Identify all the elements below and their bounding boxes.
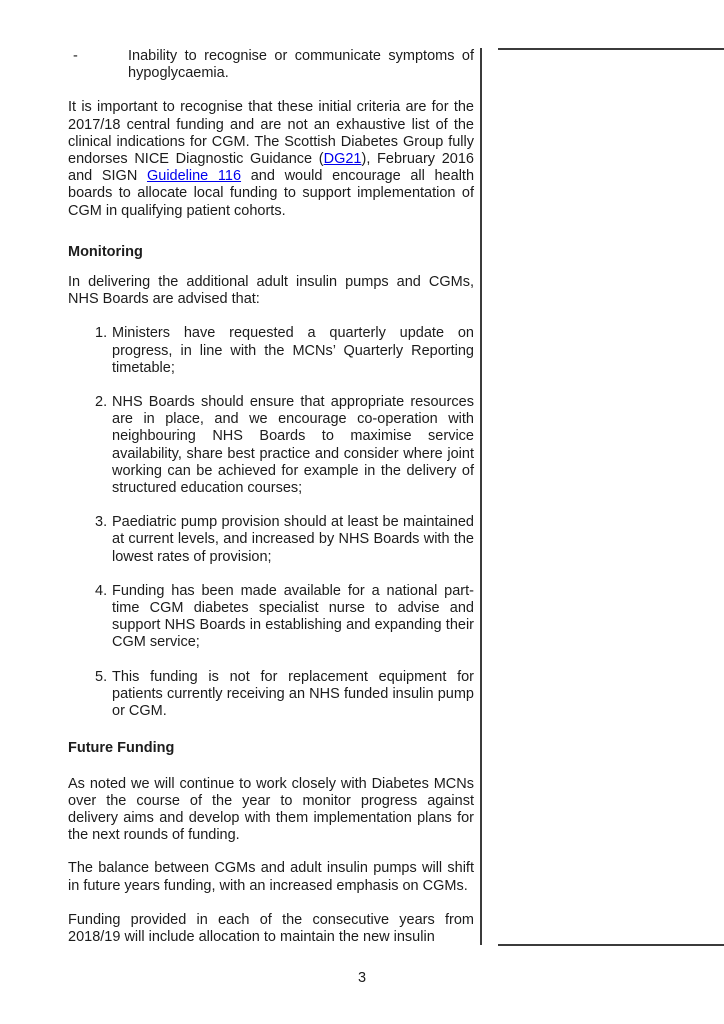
criteria-paragraph-text-1: It is important to recognise that these initial criteria are for the 2017/18 central funding and are not an exhaustive list of the clinical indications for CGM. The Scottish Diabetes Group fully endorses NICE Diagnostic Guidance ( [68, 99, 474, 168]
future-funding-paragraph: As noted we will continue to work closely with Diabetes MCNs over the course of the year to monitor progress against delivery aims and develop with them implementation plans for the next rounds of funding. [68, 775, 474, 844]
bullet-item-text: Inability to recognise or communicate symptoms of hypoglycaemia. [128, 48, 474, 82]
criteria-paragraph-text-3: and would encourage all health boards to allocate local funding to support implementation of CGM in qualifying patient cohorts. [68, 168, 475, 219]
criteria-paragraph [68, 99, 474, 219]
future-funding-paragraph: Funding provided in each of the consecutive years from 2018/19 will include allocation to maintain the new insulin [68, 911, 474, 945]
list-item-number: 4. [95, 582, 108, 599]
bullet-item [68, 48, 474, 82]
future-funding-paragraph: The balance between CGMs and adult insulin pumps will shift in future years funding, with an increased emphasis on CGMs. [68, 860, 474, 894]
list-item-text: This funding is not for replacement equipment for patients currently receiving an NHS funded insulin pump or CGM. [112, 668, 474, 720]
criteria-paragraph-text-2: ), February 2016 and SIGN [68, 151, 474, 185]
list-item [68, 514, 474, 566]
list-item-number: 1. [95, 325, 108, 342]
future-funding-heading: Future Funding [68, 740, 175, 757]
list-item [68, 325, 474, 377]
page-number: 3 [357, 970, 367, 986]
list-item-text: Ministers have requested a quarterly update on progress, in line with the MCNs’ Quarterly Reporting timetable; [112, 325, 474, 376]
list-item [68, 669, 474, 721]
list-item-number: 3. [95, 514, 108, 531]
monitoring-intro: In delivering the additional adult insulin pumps and CGMs, NHS Boards are advised that: [68, 274, 474, 308]
right-column-top-border-rule [498, 48, 724, 50]
list-item-number: 2. [95, 394, 108, 411]
list-item-text: NHS Boards should ensure that appropriate resources are in place, and we encourage co-operation with neighbouring NHS Boards to maximise service availability, share best practice and consider where joint working can be achieved for example in the delivery of structured education courses; [112, 394, 474, 497]
table-column-divider-rule [480, 48, 482, 945]
list-item-number: 5. [95, 668, 108, 685]
list-item [68, 394, 474, 497]
monitoring-heading: Monitoring [68, 243, 143, 260]
right-column-bottom-border-rule [498, 944, 724, 946]
text-column [68, 48, 474, 946]
list-item [68, 583, 474, 652]
bullet-marker: - [73, 48, 78, 64]
link-dg21[interactable]: DG21 [323, 151, 362, 168]
list-item-text: Paediatric pump provision should at least be maintained at current levels, and increased by NHS Boards with the lowest rates of provision; [112, 514, 474, 565]
list-item-text: Funding has been made available for a national part-time CGM diabetes specialist nurse to advise and support NHS Boards in establishing and expanding their CGM service; [112, 582, 474, 651]
link-guideline-116[interactable]: Guideline 116 [146, 168, 242, 185]
